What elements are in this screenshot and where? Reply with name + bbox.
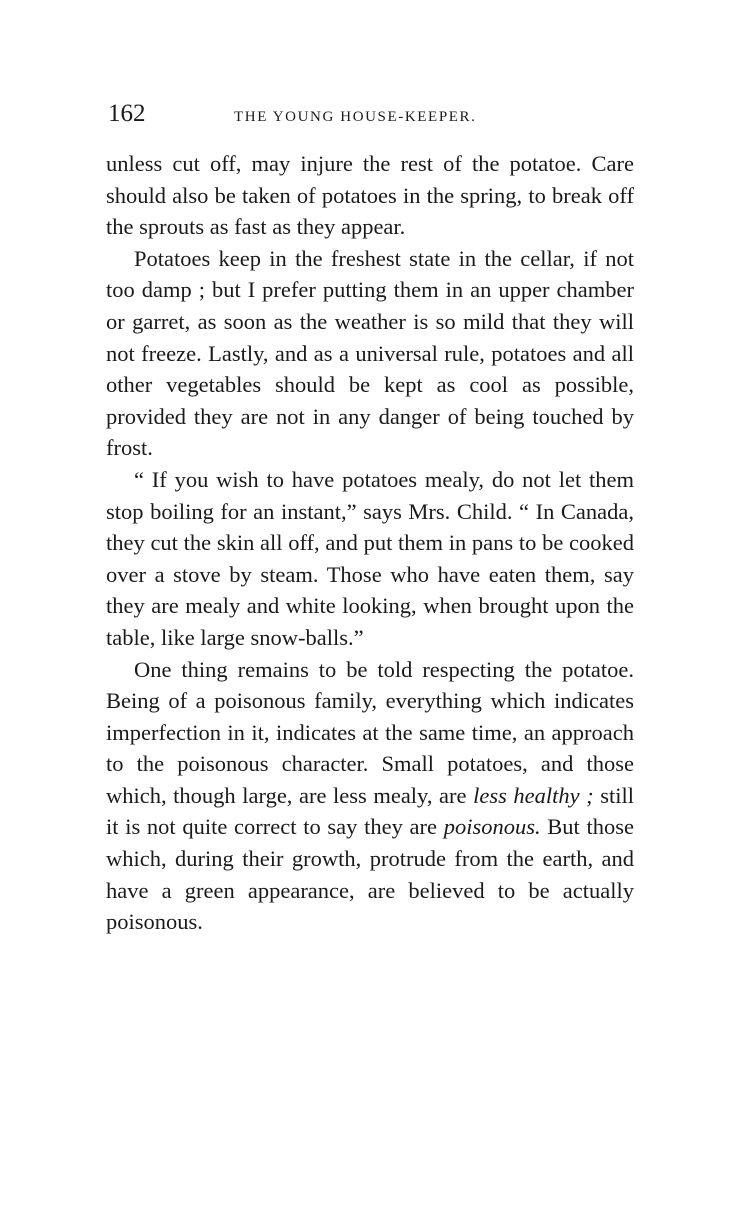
body-text bbox=[106, 148, 634, 938]
paragraph-text-segment: still it is not quite correct to say they are bbox=[106, 782, 635, 840]
italic-phrase: poisonous. bbox=[443, 814, 541, 840]
page-number: 162 bbox=[108, 100, 146, 127]
running-title: THE YOUNG HOUSE-KEEPER. bbox=[234, 109, 477, 125]
paragraph-text-segment: One thing remains to be told respecting the potatoe. Being of a poisonous family, everything which indicates imperfection in it, indicates at the same time, an approach to the poisonous character. Small potatoes, and those which, though large, are less mealy, are bbox=[106, 656, 634, 808]
paragraph-quotation: “ If you wish to have potatoes mealy, do not let them stop boiling for an instant,” says Mrs. Child. “ In Canada, they cut the skin all off, and put them in pans to be cooked over a stove by steam. Those who have eaten them, say they are mealy and white looking, when brought upon the table, like large snow-balls.” bbox=[106, 466, 634, 650]
paragraph-poisonous bbox=[106, 654, 634, 938]
paragraph-storage: Potatoes keep in the freshest state in the cellar, if not too damp ; but I prefer putting them in an upper chamber or garret, as soon as the weather is so mild that they will not freeze. Lastly, and as a universal rule, potatoes and all other vegetables should be kept as cool as possible, provided they are not in any danger of being touched by frost. bbox=[106, 245, 634, 461]
running-head bbox=[108, 96, 640, 136]
paragraph-continuation: unless cut off, may injure the rest of the potatoe. Care should also be taken of potatoes in the spring, to break off the sprouts as fast as they appear. bbox=[106, 151, 634, 240]
italic-phrase: less healthy ; bbox=[473, 782, 594, 808]
paragraph-text-segment: But those which, during their growth, protrude from the earth, and have a green appearance, are believed to be actually poisonous. bbox=[106, 814, 634, 935]
